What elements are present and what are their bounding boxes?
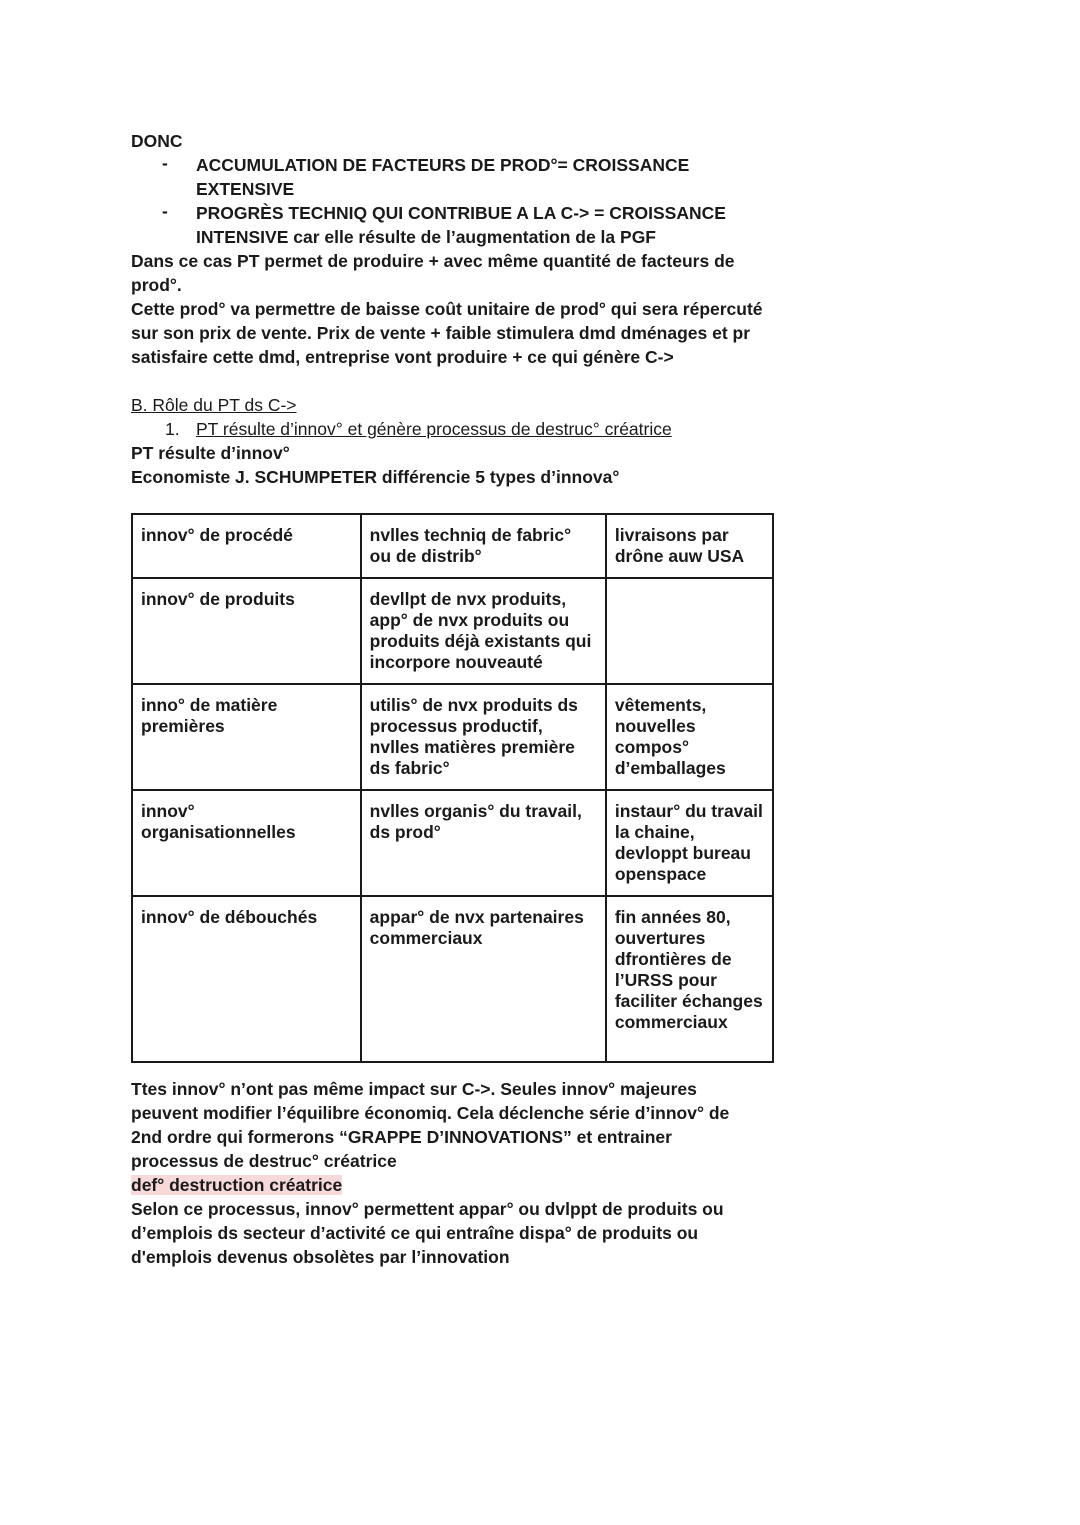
after-table-paragraph-line: Ttes innov° n’ont pas même impact sur C->. Seules innov° majeures <box>131 1079 697 1099</box>
table-row <box>132 684 773 790</box>
subsection-bold-heading: PT résulte d’innov° <box>131 443 290 463</box>
after-table-paragraph-line: processus de destruc° créatrice <box>131 1151 397 1171</box>
innovation-description-cell: appar° de nvx partenaires commerciaux <box>361 896 606 1062</box>
after-table-paragraph-line: 2nd ordre qui formerons “GRAPPE D’INNOVATIONS” et entrainer <box>131 1127 672 1147</box>
bullet-2-line-2: INTENSIVE car elle résulte de l’augmentation de la PGF <box>196 227 656 247</box>
conclusion-heading: DONC <box>131 131 183 151</box>
after-table-paragraph-line: peuvent modifier l’équilibre économiq. Cela déclenche série d’innov° de <box>131 1103 730 1123</box>
table-row <box>132 790 773 896</box>
innovation-example-cell: instaur° du travail la chaine, devloppt bureau openspace <box>606 790 773 896</box>
innovation-types-table <box>131 513 774 1063</box>
section-b-title: B. Rôle du PT ds C-> <box>131 395 297 415</box>
bullet-2-line-1: PROGRÈS TECHNIQ QUI CONTRIBUE A LA C-> = CROISSANCE <box>196 203 726 223</box>
schumpeter-intro: Economiste J. SCHUMPETER différencie 5 types d’innova° <box>131 467 620 487</box>
innovation-description-cell: utilis° de nvx produits ds processus productif, nvlles matières première ds fabric° <box>361 684 606 790</box>
table-row <box>132 578 773 684</box>
definition-label-highlight: def° destruction créatrice <box>131 1175 343 1195</box>
innovation-type-cell: inno° de matière premières <box>132 684 361 790</box>
subsection-title: PT résulte d’innov° et génère processus de destruc° créatrice <box>196 419 672 439</box>
definition-line: Selon ce processus, innov° permettent appar° ou dvlppt de produits ou <box>131 1199 724 1219</box>
paragraph-1-line: Dans ce cas PT permet de produire + avec même quantité de facteurs de <box>131 251 735 271</box>
subsection-number: 1. <box>165 419 180 439</box>
bullet-1-line-2: EXTENSIVE <box>196 179 295 199</box>
innovation-description-cell: nvlles organis° du travail, ds prod° <box>361 790 606 896</box>
innovation-example-cell: vêtements, nouvelles compos° d’emballages <box>606 684 773 790</box>
bullet-1-line-1: ACCUMULATION DE FACTEURS DE PROD°= CROISSANCE <box>196 155 690 175</box>
innovation-description-cell: devllpt de nvx produits, app° de nvx produits ou produits déjà existants qui incorpore nouveauté <box>361 578 606 684</box>
innovation-example-cell: fin années 80, ouvertures dfrontières de l’URSS pour faciliter échanges commerciaux <box>606 896 773 1062</box>
innovation-type-cell: innov° de débouchés <box>132 896 361 1062</box>
paragraph-2-line: Cette prod° va permettre de baisse coût unitaire de prod° qui sera répercuté <box>131 299 763 319</box>
paragraph-2-line: sur son prix de vente. Prix de vente + faible stimulera dmd dménages et pr <box>131 323 751 343</box>
innovation-example-cell <box>606 578 773 684</box>
bullet-marker: - <box>162 153 168 173</box>
innovation-type-cell: innov° de procédé <box>132 514 361 578</box>
bullet-marker: - <box>162 201 168 221</box>
innovation-description-cell: nvlles techniq de fabric° ou de distrib° <box>361 514 606 578</box>
paragraph-1-line: prod°. <box>131 275 182 295</box>
innovation-type-cell: innov° organisationnelles <box>132 790 361 896</box>
paragraph-2-line: satisfaire cette dmd, entreprise vont produire + ce qui génère C-> <box>131 347 674 367</box>
definition-line: d'emplois devenus obsolètes par l’innovation <box>131 1247 510 1267</box>
innovation-type-cell: innov° de produits <box>132 578 361 684</box>
definition-line: d’emplois ds secteur d’activité ce qui entraîne dispa° de produits ou <box>131 1223 699 1243</box>
table-row <box>132 896 773 1062</box>
innovation-example-cell: livraisons par drône auw USA <box>606 514 773 578</box>
table-row <box>132 514 773 578</box>
